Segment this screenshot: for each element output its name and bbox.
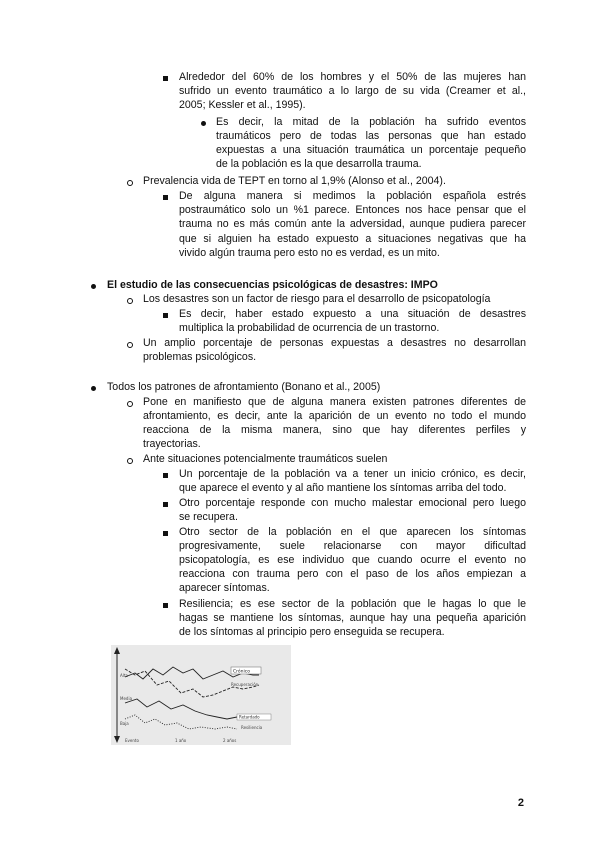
x-label-year2: 2 años bbox=[223, 738, 237, 743]
text-line: traumáticos pero de todas las personas que han estado bbox=[216, 130, 526, 142]
text-line: Es decir, haber estado expuesto a una situación de desastres bbox=[179, 308, 526, 320]
text-line: Alrededor del 60% de los hombres y el 50% de las mujeres han bbox=[179, 71, 526, 83]
text-line: afrontamiento, es decir, ante la aparición de un evento no todo el mundo bbox=[143, 410, 526, 422]
round-bullet bbox=[91, 284, 96, 289]
text-line: que aparece el evento y al año mantiene los síntomas arriba del todo. bbox=[179, 482, 507, 494]
square-bullet bbox=[163, 502, 168, 507]
square-bullet bbox=[163, 473, 168, 478]
label-delayed: Retardado bbox=[239, 714, 260, 720]
text-line: Ante situaciones potencialmente traumáticos suelen bbox=[143, 453, 388, 465]
text-line: trayectorias. bbox=[143, 438, 201, 450]
label-chronic: Crónico bbox=[233, 669, 250, 675]
round-bullet bbox=[91, 386, 96, 391]
text-line: Un amplio porcentaje de personas expuestas a desastres no desarrollan bbox=[143, 337, 526, 349]
hollow-bullet bbox=[127, 458, 133, 464]
text-line: sufrido un evento traumático a lo largo de su vida (Creamer et al., bbox=[179, 85, 526, 97]
text-line: se recupera. bbox=[179, 511, 238, 523]
text-line: de los síntomas al principio pero enseguida se recupera. bbox=[179, 626, 445, 638]
resilience-trajectory bbox=[125, 715, 237, 729]
text-line: 2005; Kessler et al., 1995). bbox=[179, 99, 306, 111]
text-line: que si alguien ha estado expuesto a situaciones negativas que ha bbox=[179, 233, 526, 245]
round-bullet bbox=[201, 121, 206, 126]
text-line: De alguna manera si medimos la población española estrés bbox=[179, 190, 526, 202]
text-line: hagas se mantiene los síntomas, aunque hay una pequeña aparición bbox=[179, 612, 526, 624]
x-label-year1: 1 año bbox=[175, 738, 187, 743]
square-bullet bbox=[163, 76, 168, 81]
text-line: psicopatología, es ese individuo que cuando ocurre el evento no bbox=[179, 554, 526, 566]
x-label-event: Evento bbox=[125, 738, 139, 743]
text-line: progresivamente, suele relacionarse con mayor dificultad bbox=[179, 540, 526, 552]
delayed-trajectory bbox=[125, 699, 237, 719]
section-title: El estudio de las consecuencias psicológicas de desastres: IMPO bbox=[107, 279, 438, 291]
y-label-mid: Media bbox=[120, 696, 133, 701]
text-line: expuestas a una situación traumática un porcentaje pequeño bbox=[216, 144, 526, 156]
trajectories-svg bbox=[111, 645, 291, 745]
text-line: Prevalencia vida de TEPT en torno al 1,9% (Alonso et al., 2004). bbox=[143, 175, 446, 187]
text-line: multiplica la probabilidad de ocurrencia de un trastorno. bbox=[179, 322, 440, 334]
y-label-low: Baja bbox=[120, 721, 129, 726]
hollow-bullet bbox=[127, 342, 133, 348]
y-label-high: Alta bbox=[120, 673, 128, 678]
text-line: aparecer síntomas. bbox=[179, 582, 270, 594]
hollow-bullet bbox=[127, 298, 133, 304]
label-recovery: Recuperación bbox=[231, 682, 259, 687]
text-line: Resiliencia; es ese sector de la población que le hagas lo que le bbox=[179, 598, 526, 610]
text-line: vivido algún trauma pero esto no es verdad, es un mito. bbox=[179, 247, 440, 259]
text-line: trauma no es más común ante la adversidad, aunque pudiera parecer bbox=[179, 218, 526, 230]
page-number: 2 bbox=[517, 797, 524, 809]
text-line: Otro porcentaje responde con mucho malestar emocional pero luego bbox=[179, 497, 526, 509]
text-line: de la población es la que desarrolla trauma. bbox=[216, 158, 422, 170]
hollow-bullet bbox=[127, 401, 133, 407]
square-bullet bbox=[163, 313, 168, 318]
text-line: Otro sector de la población en el que aparecen los síntomas bbox=[179, 526, 526, 538]
text-line: reacciona con trauma pero con el paso de los años empiezan a bbox=[179, 568, 526, 580]
square-bullet bbox=[163, 531, 168, 536]
text-line: reacciona de la misma manera, sino que hay diferentes perfiles y bbox=[143, 424, 526, 436]
section-title: Todos los patrones de afrontamiento (Bonano et al., 2005) bbox=[107, 381, 381, 393]
text-line: problemas psicológicos. bbox=[143, 351, 257, 363]
text-line: Es decir, la mitad de la población ha sufrido eventos bbox=[216, 116, 526, 128]
text-line: postraumático solo un %1 parece. Entonces nos hace pensar que el bbox=[179, 204, 526, 216]
label-resilience: Resiliencia bbox=[241, 725, 263, 730]
trajectories-figure bbox=[111, 645, 291, 745]
hollow-bullet bbox=[127, 180, 133, 186]
text-line: Pone en manifiesto que de alguna manera existen patrones diferentes de bbox=[143, 396, 526, 408]
square-bullet bbox=[163, 603, 168, 608]
square-bullet bbox=[163, 195, 168, 200]
text-line: Los desastres son un factor de riesgo para el desarrollo de psicopatología bbox=[143, 293, 491, 305]
text-line: Un porcentaje de la población va a tener un inicio crónico, es decir, bbox=[179, 468, 526, 480]
